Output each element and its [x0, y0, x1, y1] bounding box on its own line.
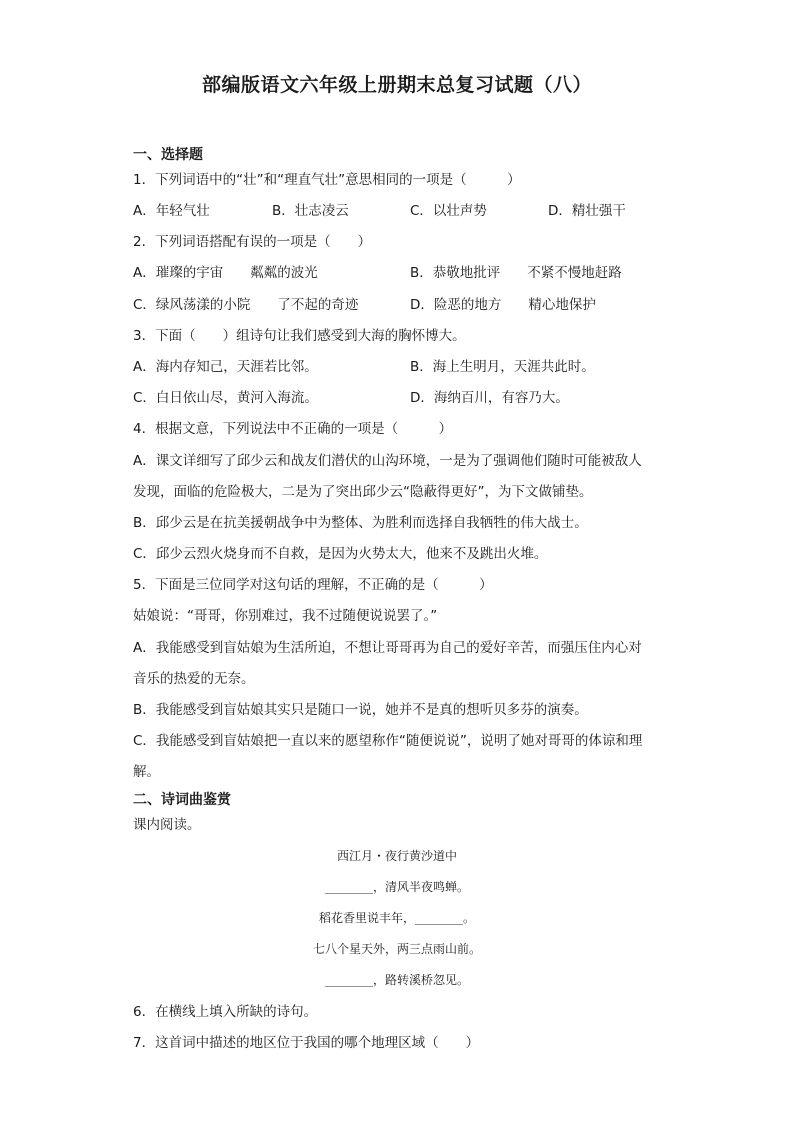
question-1-stem: 1．下列词语中的“壮”和“理直气壮”意思相同的一项是（ ）: [133, 172, 521, 188]
question-4-option-a-continued: 发现，面临的危险极大，二是为了突出邱少云“隐蔽得更好”，为下文做铺垫。: [133, 484, 593, 500]
question-2-option-c: C．绿风荡漾的小院 了不起的奇迹: [133, 297, 359, 313]
question-1-option-d: D．精壮强干: [548, 203, 626, 219]
question-3-option-b: B．海上生明月，天涯共此时。: [410, 359, 595, 375]
page-title: 部编版语文六年级上册期末总复习试题（八）: [201, 74, 592, 96]
poem-line-4: ________，路转溪桥忽见。: [324, 973, 469, 987]
question-5-option-c-continued: 解。: [133, 764, 160, 780]
question-1-option-c: C．以壮声势: [410, 203, 487, 219]
question-4-option-c: C．邱少云烈火烧身而不自救，是因为火势太大，他来不及跳出火堆。: [133, 546, 548, 562]
question-1-option-a: A．年轻气壮: [133, 203, 210, 219]
section-heading-poetry: 二、诗词曲鉴赏: [133, 792, 231, 808]
question-7-stem: 7．这首词中描述的地区位于我国的哪个地理区域（ ）: [133, 1035, 480, 1051]
question-3-option-c: C．白日依山尽，黄河入海流。: [133, 390, 318, 406]
question-2-option-a: A．璀璨的宇宙 粼粼的波光: [133, 265, 318, 281]
poem-line-3: 七八个星天外，两三点雨山前。: [312, 942, 481, 956]
question-4-stem: 4．根据文意，下列说法中不正确的一项是（ ）: [133, 421, 453, 437]
question-5-option-a-continued: 音乐的热爱的无奈。: [133, 671, 255, 687]
question-5-stem: 5．下面是三位同学对这句话的理解，不正确的是（ ）: [133, 577, 493, 593]
question-4-option-a: A．课文详细写了邱少云和战友们潜伏的山沟环境，一是为了强调他们随时可能被敌人: [133, 453, 642, 469]
section-heading-choice: 一、选择题: [133, 147, 203, 163]
question-4-option-b: B．邱少云是在抗美援朝战争中为整体、为胜利而选择自我牺牲的伟大战士。: [133, 515, 588, 531]
question-6-stem: 6．在横线上填入所缺的诗句。: [133, 1004, 318, 1020]
question-3-option-d: D．海纳百川，有容乃大。: [410, 390, 569, 406]
question-5-option-b: B．我能感受到盲姑娘其实只是随口一说，她并不是真的想听贝多芬的演奏。: [133, 702, 588, 718]
question-5-option-a: A．我能感受到盲姑娘为生活所迫，不想让哥哥再为自己的爱好辛苦，而强压住内心对: [133, 640, 642, 656]
question-1-option-b: B．壮志凌云: [272, 203, 349, 219]
question-3-stem: 3．下面（ ）组诗句让我们感受到大海的胸怀博大。: [133, 328, 466, 344]
question-5-quote: 姑娘说：“哥哥，你别难过，我不过随便说说罢了。”: [133, 608, 438, 624]
poem-line-1: ________，清风半夜鸣蝉。: [324, 880, 469, 894]
question-2-option-d: D．险恶的地方 精心地保护: [410, 297, 596, 313]
reading-intro: 课内阅读。: [133, 817, 201, 833]
question-5-option-c: C．我能感受到盲姑娘把一直以来的愿望称作“随便说说”，说明了她对哥哥的体谅和理: [133, 733, 643, 749]
question-2-stem: 2．下列词语搭配有误的一项是（ ）: [133, 234, 372, 250]
poem-line-2: 稻花香里说丰年，________。: [318, 911, 475, 925]
poem-title: 西江月・夜行黄沙道中: [336, 849, 457, 863]
question-2-option-b: B．恭敬地批评 不紧不慢地赶路: [410, 265, 622, 281]
question-3-option-a: A．海内存知己，天涯若比邻。: [133, 359, 318, 375]
